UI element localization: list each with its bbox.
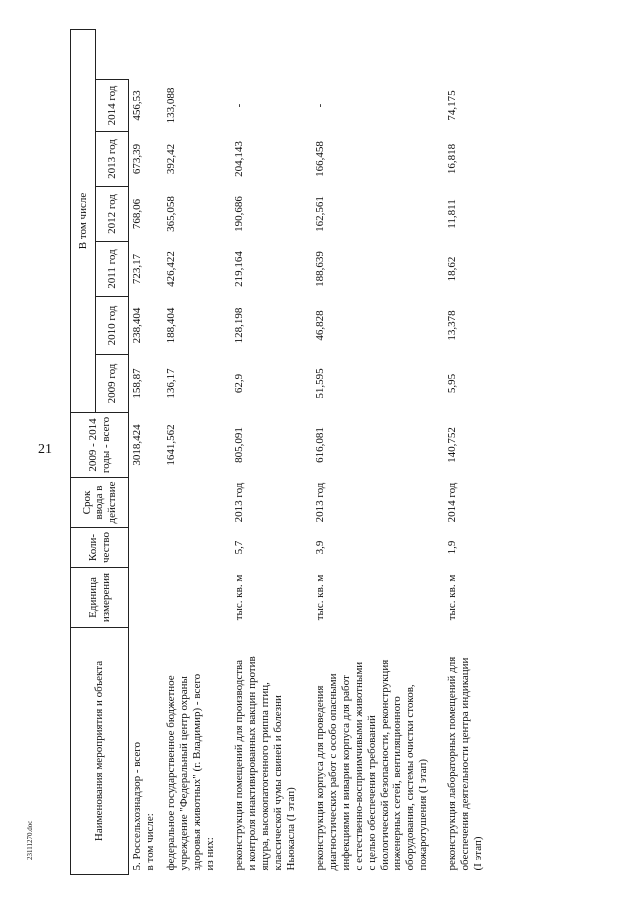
row-name-line: из них:	[203, 837, 216, 871]
row-name-line: классической чумы свиней и болезни	[271, 695, 284, 871]
row-name-line: с естественно-восприимчивыми животными	[352, 661, 365, 871]
cell-qty: 3,9	[313, 540, 326, 555]
cell-unit: тыс. кв. м	[232, 574, 245, 621]
cell-y2013: 166,458	[313, 141, 326, 177]
row-name-line: диагностических работ с особо опасными	[326, 673, 339, 871]
header-year-2013: 2013 год	[96, 132, 129, 187]
cell-total: 1641,562	[164, 424, 177, 466]
cell-y2009: 5,95	[446, 373, 459, 394]
cell-y2011: 188,639	[313, 251, 326, 287]
cell-y2012: 162,561	[313, 196, 326, 232]
cell-y2013: 204,143	[232, 141, 245, 177]
cell-qty: 1,9	[446, 540, 459, 555]
investment-table	[70, 29, 499, 875]
cell-unit	[163, 568, 231, 628]
row-name-line: здоровья животных" (г. Владимир) - всего	[190, 673, 203, 871]
cell-y2010: 238,404	[131, 307, 143, 344]
table-row	[231, 29, 312, 874]
cell-term	[163, 478, 231, 528]
header-year-2009: 2009 год	[96, 355, 129, 413]
cell-y2011: 723,17	[131, 253, 143, 285]
cell-y2014: -	[313, 103, 326, 108]
cell-y2014: 74,175	[446, 90, 459, 121]
cell-total: 616,081	[313, 427, 326, 463]
cell-y2010: 188,404	[164, 307, 177, 344]
cell-y2012: 11,811	[446, 199, 459, 229]
header-year-2014: 2014 год	[96, 80, 129, 132]
row-name	[129, 628, 163, 875]
cell-total: 140,752	[446, 427, 459, 463]
cell-y2013: 16,818	[446, 143, 459, 175]
cell-unit: тыс. кв. м	[313, 574, 326, 621]
row-name-line: оборудования, системы очистки стоков,	[404, 684, 417, 871]
cell-y2009: 62,9	[232, 373, 245, 394]
cell-term: 2013 год	[313, 482, 326, 523]
cell-qty	[129, 528, 163, 568]
cell-y2011: 426,422	[164, 251, 177, 287]
header-year-2012: 2012 год	[96, 187, 129, 242]
header-name: Наименования мероприятия и объекта	[71, 628, 129, 875]
cell-y2011: 219,164	[232, 251, 245, 287]
row-name-line: реконструкция помещений для производства	[232, 660, 245, 871]
header-year-2010: 2010 год	[96, 297, 129, 355]
row-name	[312, 628, 445, 875]
cell-unit	[129, 568, 163, 628]
header-qty: Коли- чество	[71, 528, 129, 568]
cell-y2009: 136,17	[164, 368, 177, 399]
row-name-line: реконструкция лабораторных помещений для	[446, 656, 459, 871]
cell-term: 2013 год	[232, 482, 245, 523]
cell-qty: 5,7	[232, 540, 245, 555]
table-row	[163, 29, 231, 874]
row-name-line: инженерных сетей, вентиляционного	[391, 696, 404, 871]
row-name-line: Ньюкасла (I этап)	[284, 787, 297, 871]
cell-total: 3018,424	[131, 424, 143, 466]
cell-y2010: 128,198	[232, 307, 245, 344]
document-id: 23111270.doc	[26, 820, 34, 860]
cell-y2009: 51,595	[313, 368, 326, 399]
row-name	[231, 628, 312, 875]
header-unit: Единица измерения	[71, 568, 129, 628]
cell-qty	[163, 528, 231, 568]
row-name-line: и контроля инактивированных вакцин против	[245, 656, 258, 871]
cell-y2011: 18,62	[446, 256, 459, 282]
cell-y2009: 158,87	[131, 368, 143, 399]
table-row	[312, 29, 445, 874]
row-name-line: с целью обеспечения требований	[365, 715, 378, 871]
cell-y2014: 133,088	[164, 87, 177, 124]
page-number	[38, 442, 52, 458]
header-in-total: В том числе	[71, 29, 96, 412]
page-number-text: 21	[38, 442, 52, 457]
row-name-line: учреждение "Федеральный центр охраны	[177, 676, 190, 871]
row-name-line: федеральное государственное бюджетное	[164, 675, 177, 871]
cell-y2014: 456,53	[131, 90, 143, 121]
row-name	[444, 628, 499, 875]
cell-y2014: -	[232, 103, 245, 108]
row-name-line: обеспечения деятельности центра индикации	[459, 657, 472, 871]
cell-y2013: 392,42	[164, 143, 177, 175]
header-year-2011: 2011 год	[96, 242, 129, 297]
rotated-page-content	[70, 30, 610, 875]
row-name	[163, 628, 231, 875]
table-body	[129, 29, 500, 874]
header-term: Срок ввода в действие	[71, 478, 129, 528]
table-row	[129, 29, 163, 874]
cell-y2010: 46,828	[313, 310, 326, 341]
row-name-line: ящура, высокопатогенного гриппа птиц,	[258, 682, 271, 871]
row-name-line: инфекциями и вивария корпуса для работ	[339, 675, 352, 871]
cell-y2012: 365,058	[164, 196, 177, 232]
cell-y2010: 13,378	[446, 310, 459, 341]
cell-term: 2014 год	[446, 482, 459, 523]
row-name-line: пожаротушения (I этап)	[417, 758, 430, 871]
row-name-line: биологической безопасности, реконструкция	[378, 659, 391, 871]
header-row-top	[71, 29, 96, 874]
cell-y2012: 768,06	[131, 198, 143, 230]
cell-term	[129, 478, 163, 528]
row-name-line: (I этап)	[472, 836, 485, 871]
cell-unit: тыс. кв. м	[446, 574, 459, 621]
row-name-line: реконструкция корпуса для проведения	[313, 685, 326, 871]
cell-total: 805,091	[232, 427, 245, 463]
cell-y2013: 673,39	[131, 143, 143, 175]
row-name-line: 5. Россельхознадзор - всего	[131, 741, 143, 871]
cell-y2012: 190,686	[232, 196, 245, 232]
header-total: 2009 - 2014 годы - всего	[71, 413, 129, 478]
table-row	[444, 29, 499, 874]
row-name-line: в том числе:	[143, 813, 156, 871]
